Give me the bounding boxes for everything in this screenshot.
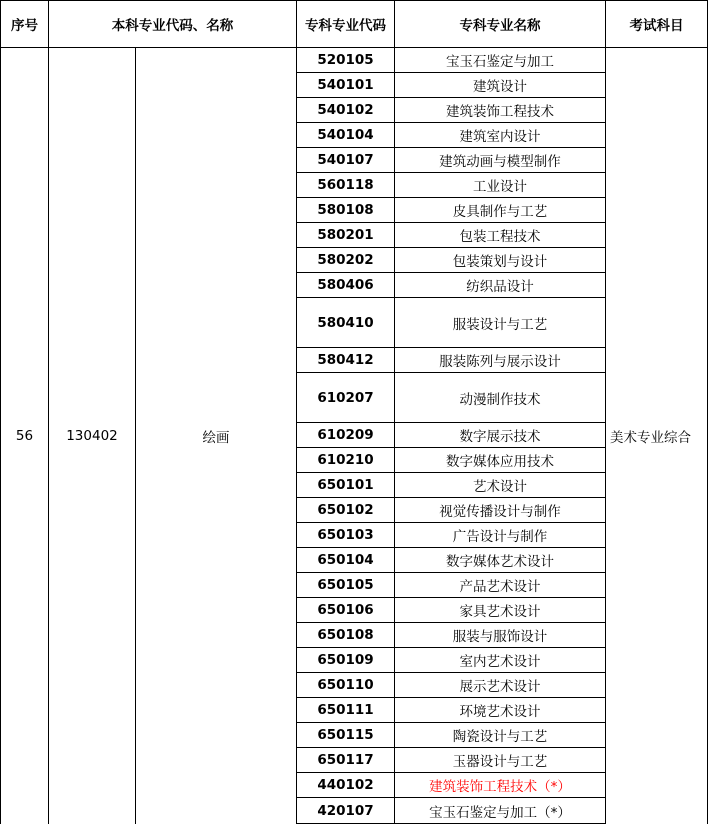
name-cell: 视觉传播设计与制作 bbox=[395, 498, 606, 523]
name-cell: 产品艺术设计 bbox=[395, 573, 606, 598]
header-name: 专科专业名称 bbox=[395, 1, 606, 48]
header-code: 专科专业代码 bbox=[297, 1, 395, 48]
code-cell: 650103 bbox=[297, 523, 395, 548]
code-cell: 580108 bbox=[297, 198, 395, 223]
name-cell: 环境艺术设计 bbox=[395, 698, 606, 723]
name-cell: 服装陈列与展示设计 bbox=[395, 348, 606, 373]
code-cell: 650105 bbox=[297, 573, 395, 598]
code-cell: 610210 bbox=[297, 448, 395, 473]
code-cell: 650109 bbox=[297, 648, 395, 673]
header-undergrad: 本科专业代码、名称 bbox=[49, 1, 297, 48]
code-cell: 580201 bbox=[297, 223, 395, 248]
name-cell: 数字媒体应用技术 bbox=[395, 448, 606, 473]
code-cell: 580406 bbox=[297, 273, 395, 298]
name-cell: 展示艺术设计 bbox=[395, 673, 606, 698]
name-cell: 陶瓷设计与工艺 bbox=[395, 723, 606, 748]
code-cell: 580202 bbox=[297, 248, 395, 273]
name-cell: 宝玉石鉴定与加工 bbox=[395, 48, 606, 73]
name-cell: 宝玉石鉴定与加工（*） bbox=[395, 798, 606, 824]
name-cell: 建筑设计 bbox=[395, 73, 606, 98]
code-cell: 650104 bbox=[297, 548, 395, 573]
code-cell: 540101 bbox=[297, 73, 395, 98]
code-cell: 540104 bbox=[297, 123, 395, 148]
name-cell: 玉器设计与工艺 bbox=[395, 748, 606, 773]
name-cell: 建筑装饰工程技术 bbox=[395, 98, 606, 123]
code-cell: 650108 bbox=[297, 623, 395, 648]
name-cell: 工业设计 bbox=[395, 173, 606, 198]
name-cell: 艺术设计 bbox=[395, 473, 606, 498]
table-row bbox=[1, 48, 708, 73]
header-row bbox=[1, 1, 708, 48]
undergrad-code-cell: 130402 bbox=[49, 48, 136, 824]
code-cell: 420107 bbox=[297, 798, 395, 824]
code-cell: 610209 bbox=[297, 423, 395, 448]
undergrad-name-cell: 绘画 bbox=[136, 48, 297, 824]
code-cell: 580410 bbox=[297, 298, 395, 348]
name-cell: 广告设计与制作 bbox=[395, 523, 606, 548]
code-cell: 580412 bbox=[297, 348, 395, 373]
name-cell: 皮具制作与工艺 bbox=[395, 198, 606, 223]
code-cell: 650117 bbox=[297, 748, 395, 773]
name-cell: 建筑室内设计 bbox=[395, 123, 606, 148]
code-cell: 650106 bbox=[297, 598, 395, 623]
name-cell: 包装策划与设计 bbox=[395, 248, 606, 273]
name-cell: 纺织品设计 bbox=[395, 273, 606, 298]
name-cell: 服装设计与工艺 bbox=[395, 298, 606, 348]
name-cell: 室内艺术设计 bbox=[395, 648, 606, 673]
name-cell-highlighted: 建筑装饰工程技术（*） bbox=[395, 773, 606, 798]
code-cell: 650111 bbox=[297, 698, 395, 723]
code-cell: 520105 bbox=[297, 48, 395, 73]
code-cell: 440102 bbox=[297, 773, 395, 798]
header-exam: 考试科目 bbox=[606, 1, 708, 48]
name-cell: 动漫制作技术 bbox=[395, 373, 606, 423]
code-cell: 540107 bbox=[297, 148, 395, 173]
code-cell: 650101 bbox=[297, 473, 395, 498]
name-cell: 建筑动画与模型制作 bbox=[395, 148, 606, 173]
name-cell: 家具艺术设计 bbox=[395, 598, 606, 623]
code-cell: 650102 bbox=[297, 498, 395, 523]
exam-cell: 美术专业综合 bbox=[606, 48, 708, 824]
code-cell: 650110 bbox=[297, 673, 395, 698]
name-cell: 包装工程技术 bbox=[395, 223, 606, 248]
code-cell: 540102 bbox=[297, 98, 395, 123]
code-cell: 560118 bbox=[297, 173, 395, 198]
name-cell: 服装与服饰设计 bbox=[395, 623, 606, 648]
header-seq: 序号 bbox=[1, 1, 49, 48]
code-cell: 650115 bbox=[297, 723, 395, 748]
seq-cell: 56 bbox=[1, 48, 49, 824]
name-cell: 数字媒体艺术设计 bbox=[395, 548, 606, 573]
code-cell: 610207 bbox=[297, 373, 395, 423]
name-cell: 数字展示技术 bbox=[395, 423, 606, 448]
